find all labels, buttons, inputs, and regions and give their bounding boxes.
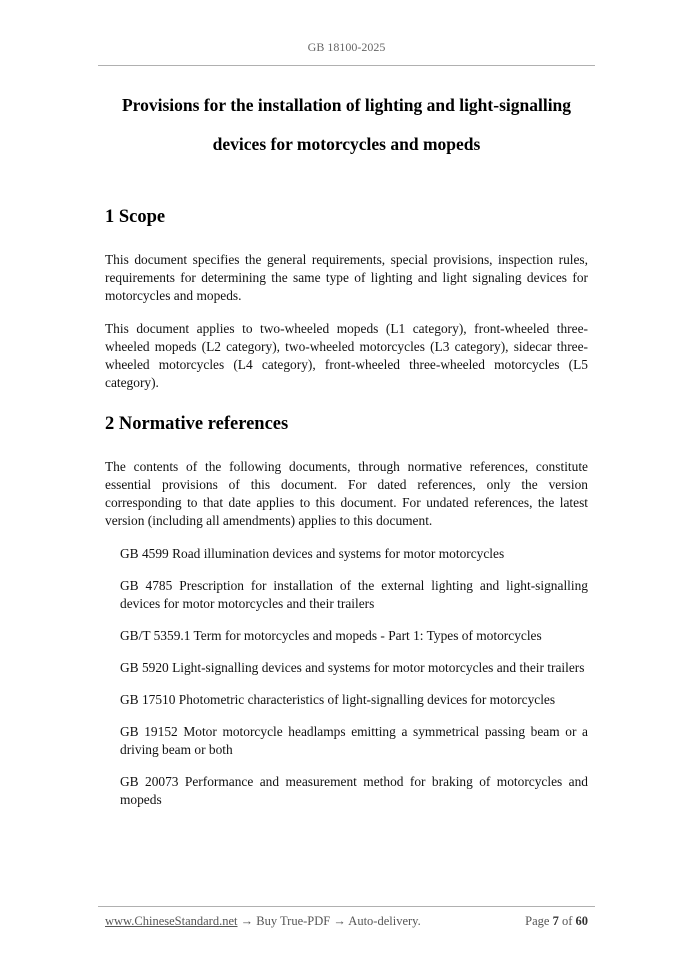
reference-item: GB 4785 Prescription for installation of the external lighting and light-signalling devices for motor motorcycles and their trailers: [120, 578, 588, 611]
title-line-2: devices for motorcycles and mopeds: [212, 134, 481, 154]
reference-item: GB 20073 Performance and measurement method for braking of motorcycles and mopeds: [120, 774, 588, 807]
references-intro-paragraph: The contents of the following documents, through normative references, constitute essential provisions of this document. For dated references, only the version corresponding to that date applies to this document. For undated references, the latest version (including all amendments) applies to this document.: [105, 459, 588, 528]
reference-item: GB 17510 Photometric characteristics of light-signalling devices for motorcycles: [120, 692, 556, 707]
total-pages: 60: [575, 914, 588, 928]
document-title: [80, 86, 613, 164]
header-divider: [98, 65, 595, 66]
page-footer: [105, 914, 588, 929]
page-number: Page 7 of 60: [525, 914, 588, 928]
scope-paragraph: This document applies to two-wheeled mopeds (L1 category), front-wheeled three-wheeled mopeds (L2 category), two-wheeled motorcycles (L3 category), sidecar three-wheeled motorcycles (L4 category), front-wheeled three-wheeled motorcycles (L5 category).: [105, 321, 588, 390]
section-heading-normative-references: 2 Normative references: [105, 414, 289, 434]
scope-paragraph: This document specifies the general requirements, special provisions, inspection rules, requirements for determining the same type of lighting and light signaling devices for motorcycles and mopeds.: [105, 252, 588, 303]
website-link[interactable]: www.ChineseStandard.net: [105, 914, 238, 928]
footer-promo-text: → Buy True-PDF → Auto-delivery.: [237, 914, 421, 928]
running-header: GB 18100-2025: [307, 40, 386, 54]
reference-item: GB 4599 Road illumination devices and systems for motor motorcycles: [120, 546, 505, 561]
footer-promo: [105, 914, 421, 929]
current-page: 7: [552, 914, 559, 928]
footer-divider: [98, 906, 595, 907]
reference-item: GB/T 5359.1 Term for motorcycles and mopeds - Part 1: Types of motorcycles: [120, 628, 542, 643]
reference-item: GB 5920 Light-signalling devices and systems for motor motorcycles and their trailers: [120, 660, 585, 675]
reference-item: GB 19152 Motor motorcycle headlamps emitting a symmetrical passing beam or a driving beam or both: [120, 724, 588, 757]
document-body: [105, 205, 588, 823]
title-line-1: Provisions for the installation of lighting and light-signalling: [121, 95, 572, 115]
section-heading-scope: 1 Scope: [105, 207, 166, 227]
